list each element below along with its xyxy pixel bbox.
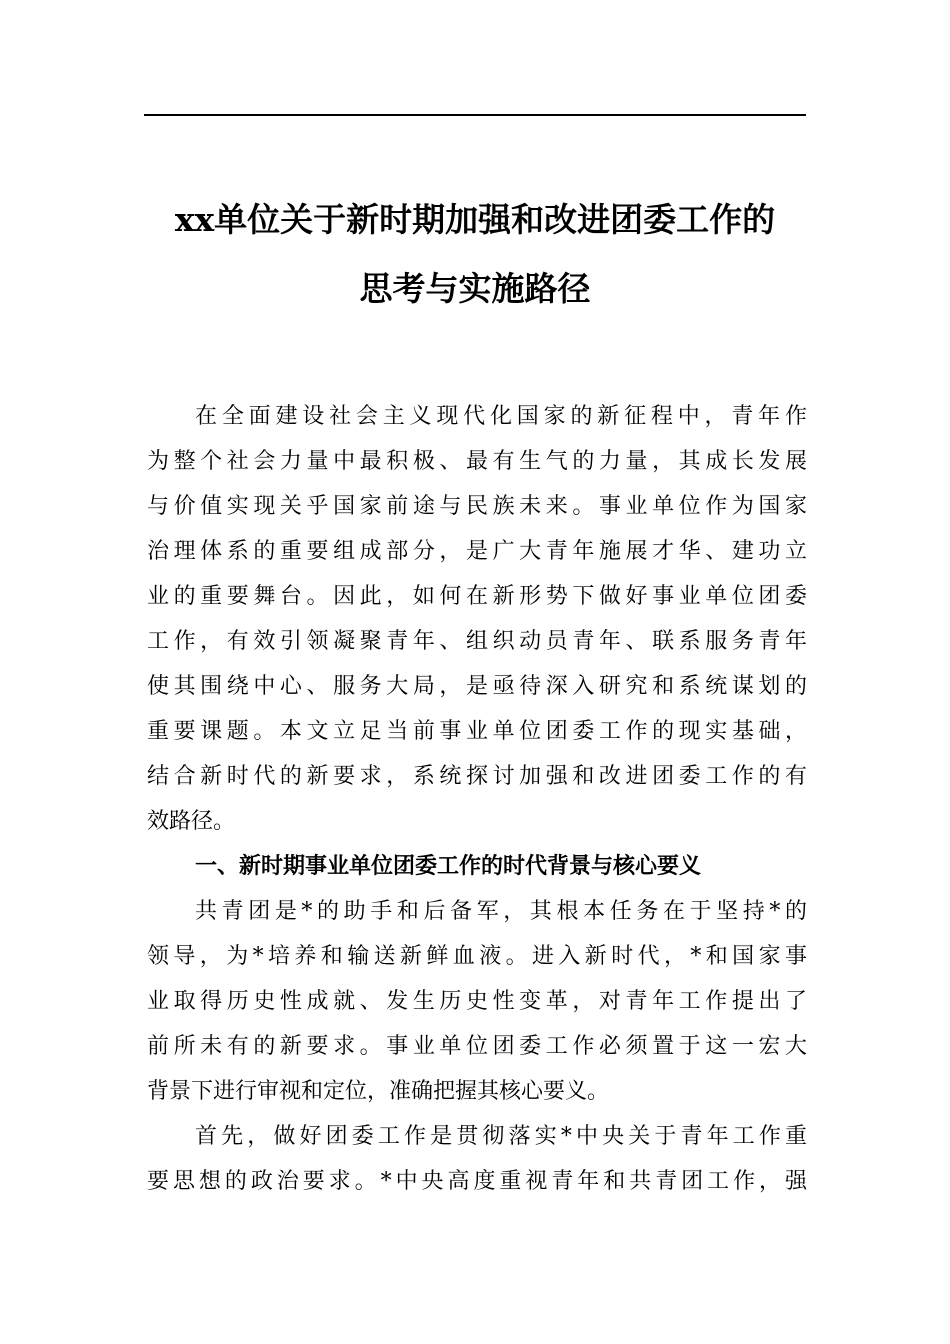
- paragraph-line: 背景下进行审视和定位，准确把握其核心要义。: [147, 1079, 610, 1104]
- paragraph-line: 业的重要舞台。因此，如何在新形势下做好事业单位团委: [147, 584, 807, 609]
- paragraph-line: 在全面建设社会主义现代化国家的新征程中，青年作: [195, 404, 807, 429]
- paragraph-line: 首先，做好团委工作是贯彻落实*中央关于青年工作重: [195, 1124, 807, 1149]
- paragraph-line: 前所未有的新要求。事业单位团委工作必须置于这一宏大: [147, 1034, 807, 1059]
- paragraph-line: 与价值实现关乎国家前途与民族未来。事业单位作为国家: [147, 494, 807, 519]
- paragraph-line: 要思想的政治要求。*中央高度重视青年和共青团工作，强: [147, 1169, 807, 1194]
- paragraph-line: 业取得历史性成就、发生历史性变革，对青年工作提出了: [147, 989, 807, 1014]
- document-title-line-2: 思考与实施路径: [359, 269, 591, 308]
- document-title-line-1: xx单位关于新时期加强和改进团委工作的: [174, 200, 776, 239]
- section-heading: 一、新时期事业单位团委工作的时代背景与核心要义: [195, 854, 702, 879]
- paragraph-line: 重要课题。本文立足当前事业单位团委工作的现实基础，: [147, 719, 807, 744]
- paragraph-line: 为整个社会力量中最积极、最有生气的力量，其成长发展: [147, 449, 807, 474]
- paragraph-line: 治理体系的重要组成部分，是广大青年施展才华、建功立: [147, 539, 807, 564]
- header-rule: [144, 114, 806, 116]
- paragraph-line: 工作，有效引领凝聚青年、组织动员青年、联系服务青年: [147, 629, 807, 654]
- paragraph-line: 结合新时代的新要求，系统探讨加强和改进团委工作的有: [147, 764, 807, 789]
- paragraph-line: 共青团是*的助手和后备军，其根本任务在于坚持*的: [195, 899, 807, 924]
- paragraph-line: 效路径。: [147, 809, 236, 834]
- paragraph-line: 使其围绕中心、服务大局，是亟待深入研究和系统谋划的: [147, 674, 807, 699]
- paragraph-line: 领导，为*培养和输送新鲜血液。进入新时代，*和国家事: [147, 944, 807, 969]
